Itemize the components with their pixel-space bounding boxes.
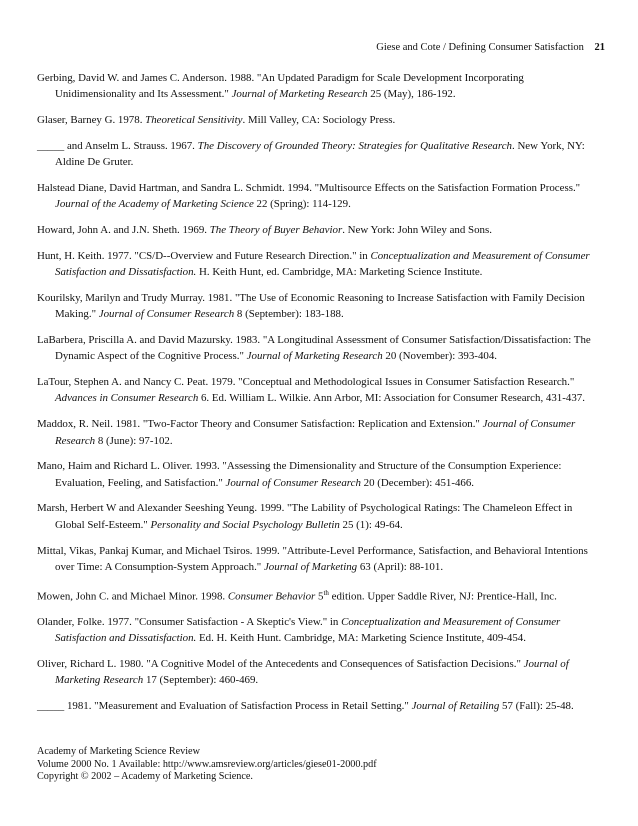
reference-entry xyxy=(37,374,604,407)
reference-source-title: Personality and Social Psychology Bulletin xyxy=(150,518,340,531)
reference-text: LaTour, Stephen A. and Nancy C. Peat. 1979. "Conceptual and Methodological Issues in Consumer Satisfaction Research." xyxy=(37,376,575,389)
reference-text: Maddox, R. Neil. 1981. "Two-Factor Theory and Consumer Satisfaction: Replication and Extension." xyxy=(37,418,483,431)
reference-text: Olander, Folke. 1977. "Consumer Satisfaction - A Skeptic's View." in xyxy=(37,615,342,628)
reference-text: Glaser, Barney G. 1978. xyxy=(37,114,146,127)
footer-copyright: Copyright © 2002 – Academy of Marketing Science. xyxy=(37,771,253,782)
reference-text: 5 xyxy=(315,590,324,603)
reference-text: 6. Ed. William L. Wilkie. Ann Arbor, MI: Association for Consumer Research, 431-437. xyxy=(198,392,585,405)
reference-text: . Mill Valley, CA: Sociology Press. xyxy=(242,114,396,127)
reference-list xyxy=(37,70,604,724)
page-footer xyxy=(37,746,377,784)
reference-source-title: Journal of Consumer Research xyxy=(55,418,576,447)
reference-text: 8 (September): 183-188. xyxy=(234,308,344,321)
reference-text: 20 (December): 451-466. xyxy=(360,476,475,489)
reference-text: LaBarbera, Priscilla A. and David Mazursky. 1983. "A Longitudinal Assessment of Consumer Satisfaction/Dissatisfaction: The Dynamic Aspect of the Cognitive Process." xyxy=(37,333,591,363)
reference-source-title: Journal of Retailing xyxy=(411,700,500,713)
reference-source-title: Conceptualization and Measurement of Consumer Satisfaction and Dissatisfaction. xyxy=(55,249,590,279)
reference-text: Halstead Diane, David Hartman, and Sandra L. Schmidt. 1994. "Multisource Effects on the Satisfaction Formation Process." xyxy=(37,181,581,194)
reference-source-title: Journal of Marketing Research xyxy=(231,88,368,101)
reference-text: Mano, Haim and Richard L. Oliver. 1993. "Assessing the Dimensionality and Structure of the Consumption Experience: Evaluation, Feeling, and Satisfaction." xyxy=(37,460,562,489)
reference-entry xyxy=(37,332,604,365)
reference-text: 57 (Fall): 25-48. xyxy=(499,700,574,713)
reference-text: Kourilsky, Marilyn and Trudy Murray. 1981. "The Use of Economic Reasoning to Increase Satisfaction with Family Decision Making." xyxy=(37,291,585,321)
running-title: Giese and Cote / Defining Consumer Satisfaction xyxy=(376,42,584,53)
reference-source-title: Journal of Consumer Research xyxy=(225,476,361,489)
reference-entry xyxy=(37,543,604,576)
reference-superscript: th xyxy=(323,588,329,597)
reference-text: 22 (Spring): 114-129. xyxy=(253,198,351,211)
reference-source-title: Journal of Marketing Research xyxy=(246,350,383,363)
reference-entry xyxy=(37,70,604,103)
reference-text: Oliver, Richard L. 1980. "A Cognitive Model of the Antecedents and Consequences of Satisfaction Decisions." xyxy=(37,658,524,671)
reference-text: _____ and Anselm L. Strauss. 1967. xyxy=(37,139,198,152)
reference-text: 20 (November): 393-404. xyxy=(382,350,497,363)
footer-journal: Academy of Marketing Science Review xyxy=(37,746,200,757)
footer-volume: Volume 2000 No. 1 Available: http://www.amsreview.org/articles/giese01-2000.pdf xyxy=(37,758,377,770)
reference-entry xyxy=(37,458,604,491)
reference-entry xyxy=(37,416,604,449)
reference-entry xyxy=(37,500,604,533)
reference-text: Gerbing, David W. and James C. Anderson. 1988. "An Updated Paradigm for Scale Development Incorporating Unidimensionality and Its Assessment." xyxy=(37,72,524,101)
reference-text: Mittal, Vikas, Pankaj Kumar, and Michael Tsiros. 1999. "Attribute-Level Performance, Satisfaction, and Behavioral Intentions over Time: A Consumption-System Approach." xyxy=(37,544,588,573)
reference-entry xyxy=(37,698,604,714)
reference-source-title: Conceptualization and Measurement of Consumer Satisfaction and Dissatisfaction. xyxy=(55,615,561,645)
reference-text: Hunt, H. Keith. 1977. "CS/D--Overview and Future Research Direction." in xyxy=(37,249,371,262)
reference-entry xyxy=(37,138,604,171)
reference-text: 25 (1): 49-64. xyxy=(339,518,403,531)
reference-entry xyxy=(37,180,604,213)
reference-text: _____ 1981. "Measurement and Evaluation of Satisfaction Process in Retail Setting." xyxy=(37,700,412,713)
reference-text: Ed. H. Keith Hunt. Cambridge, MA: Marketing Science Institute, 409-454. xyxy=(196,632,526,645)
reference-source-title: Journal of the Academy of Marketing Science xyxy=(55,198,254,211)
reference-text: 8 (June): 97-102. xyxy=(95,434,173,447)
reference-text: 63 (April): 88-101. xyxy=(357,560,444,573)
reference-source-title: The Discovery of Grounded Theory: Strategies for Qualitative Research xyxy=(197,139,512,152)
reference-entry xyxy=(37,614,604,647)
reference-source-title: Consumer Behavior xyxy=(227,590,316,603)
reference-text: 25 (May), 186-192. xyxy=(367,88,456,101)
page-number: 21 xyxy=(594,42,605,53)
reference-text: Marsh, Herbert W and Alexander Seeshing Yeung. 1999. "The Lability of Psychological Ratings: The Chameleon Effect in Global Self-Esteem." xyxy=(37,502,573,531)
reference-text: edition. Upper Saddle River, NJ: Prentice-Hall, Inc. xyxy=(328,590,557,603)
reference-entry xyxy=(37,290,604,323)
reference-text: Mowen, John C. and Michael Minor. 1998. xyxy=(37,590,228,603)
reference-entry xyxy=(37,585,604,605)
reference-source-title: Journal of Consumer Research xyxy=(98,308,235,321)
reference-source-title: Journal of Marketing xyxy=(263,560,358,573)
reference-text: . New York: John Wiley and Sons. xyxy=(342,224,492,237)
reference-text: Howard, John A. and J.N. Sheth. 1969. xyxy=(37,224,210,237)
reference-source-title: The Theory of Buyer Behavior xyxy=(209,224,343,237)
reference-source-title: Theoretical Sensitivity xyxy=(145,114,243,127)
reference-entry xyxy=(37,656,604,689)
reference-source-title: Advances in Consumer Research xyxy=(55,392,199,405)
reference-text: . New York, NY: Aldine De Gruter. xyxy=(55,139,585,169)
reference-entry xyxy=(37,222,604,238)
running-header xyxy=(376,42,605,53)
reference-text: H. Keith Hunt, ed. Cambridge, MA: Marketing Science Institute. xyxy=(196,266,483,279)
reference-source-title: Journal of Marketing Research xyxy=(55,658,569,687)
reference-entry xyxy=(37,112,604,128)
reference-text: 17 (September): 460-469. xyxy=(143,674,259,687)
reference-entry xyxy=(37,248,604,281)
